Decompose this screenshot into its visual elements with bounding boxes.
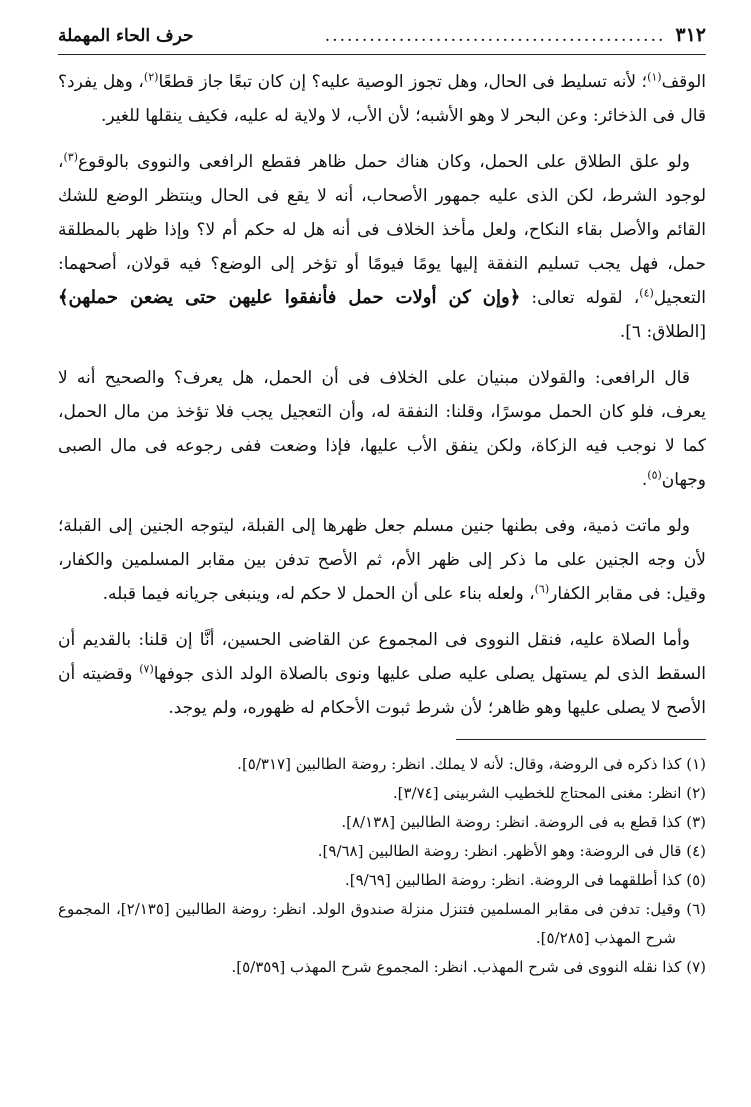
page: [58, 24, 706, 982]
footnote-ref-6[interactable]: (٦): [534, 582, 550, 596]
paragraph-1: [58, 65, 706, 133]
text-run: ؛ لأنه تسليط فى الحال، وهل تجوز الوصية عليه؟ إن كان تبعًا جاز قطعًا: [158, 72, 648, 92]
verse-citation: [الطلاق: ٦].: [619, 322, 706, 342]
footnote-ref-4[interactable]: (٤): [639, 286, 654, 300]
footnote-6: (٦) وقيل: تدفن فى مقابر المسلمين فتنزل منزلة صندوق الولد. انظر: روضة الطالبين [٢/١٣٥]، المجموع شرح المهذب [٥/٢٨٥].: [58, 900, 706, 947]
footnote-3: (٣) كذا قطع به فى الروضة. انظر: روضة الطالبين [٨/١٣٨].: [341, 813, 706, 831]
footnote-7: (٧) كذا نقله النووى فى شرح المهذب. انظر: المجموع شرح المهذب [٥/٣٥٩].: [231, 958, 706, 976]
paragraph-2: [58, 145, 706, 349]
quran-verse: ﴿وإن كن أولات حمل فأنفقوا عليهن حتى يضعن حملهن﴾: [58, 287, 521, 308]
text-run: قال الرافعى: والقولان مبنيان على الخلاف فى أن الحمل، هل يعرف؟ والصحيح أنه لا يعرف، فلو كان الحمل موسرًا، وقلنا: النفقة له، وأن التعجيل يجب فلا تؤخذ من مال الحمل، كما لا نوجب فيه الزكاة، ولكن ينفق الأب عليها، فإذا وضعت ففى رجوعه فى مال الصبى وجهان: [58, 368, 706, 490]
running-header: [58, 24, 706, 55]
text-run: الوقف: [661, 72, 706, 92]
text-run: ، لقوله تعالى:: [520, 288, 640, 308]
main-text: [58, 65, 706, 725]
text-run: ولو ماتت ذمية، وفى بطنها جنين مسلم جعل ظهرها إلى القبلة، ليتوجه الجنين إلى القبلة؛ لأن وجه الجنين على ما ذكر إلى ظهر الأم، ثم الأصح تدفن بين مقابر المسلمين والكفار، وقيل: فى مقابر الكفار: [58, 516, 706, 604]
footnote-ref-3[interactable]: (٣): [63, 150, 79, 164]
paragraph-5: [58, 623, 706, 725]
footnote-ref-7[interactable]: (٧): [139, 662, 154, 676]
header-leader-dots: ..............................................: [324, 26, 666, 46]
text-run: وأما الصلاة عليه، فنقل النووى فى المجموع عن القاضى الحسين، أنَّا إن قلنا: بالقديم أن السقط الذى لم يستهل يصلى عليه صلى عليها ونوى بالصلاة الولد الذى جوفها: [58, 630, 707, 684]
footnote-5: (٥) كذا أطلقهما فى الروضة. انظر: روضة الطالبين [٩/٦٩].: [344, 871, 706, 889]
footnote-4: (٤) قال فى الروضة: وهو الأظهر. انظر: روضة الطالبين [٩/٦٨].: [317, 842, 706, 860]
page-number: ٣١٢: [675, 24, 706, 46]
chapter-title: حرف الحاء المهملة: [58, 26, 194, 46]
footnotes: [58, 750, 706, 982]
footnote-ref-2[interactable]: (٢): [143, 70, 159, 84]
text-run: ، وهل يفرد؟ قال فى الذخائر: وعن البحر لا وهو الأشبه؛ لأن الأب، لا ولاية له عليه، فكيف ينقلها للغير.: [58, 72, 706, 126]
text-run: ، ولعله بناء على أن الحمل لا حكم له، وينبغى جريانه فيما قبله.: [102, 584, 535, 604]
text-run: وقضيته أن الأصح لا يصلى عليها وهو ظاهر؛ لأن شرط ثبوت الأحكام له ظهوره، ولم يوجد.: [58, 664, 706, 718]
paragraph-3: [58, 361, 706, 497]
text-run: .: [641, 470, 648, 490]
text-run: ولو علق الطلاق على الحمل، وكان هناك حمل ظاهر فقطع الرافعى والنووى بالوقوع: [78, 152, 690, 172]
footnote-ref-1[interactable]: (١): [647, 70, 662, 84]
footnote-2: (٢) انظر: مغنى المحتاج للخطيب الشربينى [٣/٧٤].: [392, 784, 706, 802]
footnote-ref-5[interactable]: (٥): [647, 468, 662, 482]
paragraph-4: [58, 509, 706, 611]
footnote-1: (١) كذا ذكره فى الروضة، وقال: لأنه لا يملك. انظر: روضة الطالبين [٥/٣١٧].: [237, 755, 706, 773]
text-run: ، لوجود الشرط، لكن الذى عليه جمهور الأصحاب، أنه لا يقع فى الحال وينتظر الوضع للشك القائم والأصل بقاء النكاح، ولعل مأخذ الخلاف فى أنه هل له حكم أم لا؟ وإذا ظهر بالمطلقة حمل، فهل يجب تسليم النفقة إليها يومًا فيومًا أو تؤخر إلى الوضع؟ فيه قولان، أصحهما: التعجيل: [58, 152, 706, 308]
footnote-divider: [456, 739, 706, 740]
